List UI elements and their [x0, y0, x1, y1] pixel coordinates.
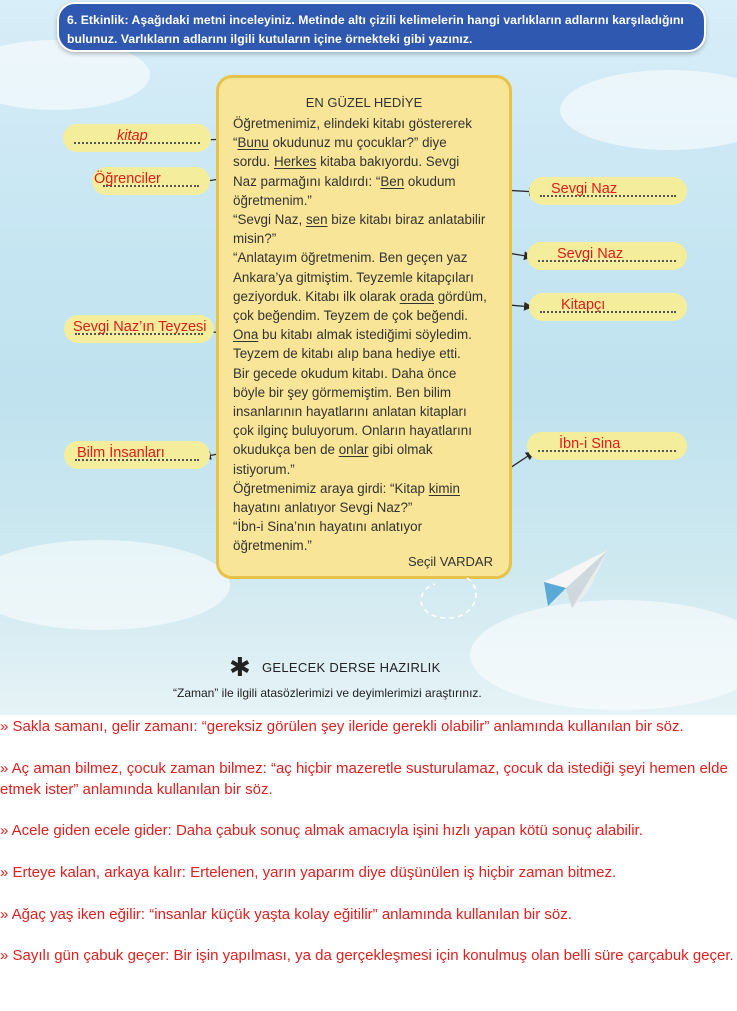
passage-text: Öğretmenimiz, elindeki kitabı göstererek	[233, 116, 472, 131]
passage-text: “Sevgi Naz,	[233, 212, 306, 227]
answer-text: Kitapçı	[561, 297, 606, 313]
passage-text: sordu.	[233, 154, 274, 170]
underlined-word: kimin	[428, 480, 460, 496]
asterisk-icon: ✱	[229, 652, 251, 682]
passage-text: bu kitabı almak istediğimi söyledim.	[258, 327, 472, 343]
underlined-word: Ben	[380, 173, 405, 189]
answer-box-left-1	[63, 124, 211, 152]
passage-text: okudunuz mu çocuklar?” diye	[268, 135, 447, 151]
passage-line	[233, 116, 472, 131]
passage-text: çok ilginç buluyorum. Onların hayatlarını	[233, 423, 472, 439]
passage-text: “	[233, 135, 238, 151]
answer-box-right-2	[527, 242, 687, 270]
passage-line	[233, 154, 459, 169]
passage-line	[233, 327, 472, 342]
answer-item: » Acele giden ecele gider: Daha çabuk sonuç almak amacıyla işini hızlı yapan kötü sonuç alabilir.	[0, 822, 643, 839]
passage-line	[233, 462, 295, 477]
answer-box-right-3	[529, 293, 687, 321]
homework-text: “Zaman” ile ilgili atasözlerimizi ve deyimlerimizi araştırınız.	[173, 686, 482, 700]
passage-line	[233, 193, 312, 208]
answer-box-left-4	[64, 441, 210, 469]
answer-box-left-3	[64, 315, 214, 343]
passage-line	[233, 250, 467, 265]
answer-box-left-2	[92, 167, 210, 195]
passage-text: “Anlatayım öğretmenim. Ben geçen yaz	[233, 250, 468, 266]
answer-box-right-1	[529, 177, 687, 205]
flight-path-decoration	[405, 560, 495, 630]
passage-text: Öğretmenimiz araya girdi: “Kitap	[233, 480, 429, 496]
answer-text: Öğrenciler	[94, 171, 161, 187]
passage-text: Ankara’ya gitmiştim. Teyzemle kitapçıları	[233, 269, 474, 285]
passage-text: Teyzem de kitabı alıp bana hediye etti.	[233, 346, 461, 362]
answer-text: Sevgi Naz	[557, 246, 624, 262]
answer-text: kitap	[117, 128, 148, 144]
passage-text: okudukça ben de	[233, 442, 339, 458]
answer-text: Bilm İnsanları	[77, 445, 165, 461]
passage-text: Naz parmağını kaldırdı: “	[233, 173, 381, 189]
paper-plane-icon	[538, 548, 610, 612]
passage-line	[233, 212, 485, 227]
underlined-word: Herkes	[273, 154, 317, 170]
passage-text: böyle bir şey görmemiştim. Ben bilim	[233, 384, 452, 400]
answer-text: Sevgi Naz	[551, 181, 618, 197]
underlined-word: Ona	[233, 327, 259, 343]
passage-line	[233, 346, 461, 361]
answer-item: » Ağaç yaş iken eğilir: “insanlar küçük yaşta kolay eğitilir” anlamında kullanılan bir söz.	[0, 906, 572, 923]
passage-line	[233, 442, 433, 457]
passage-text: insanlarının hayatlarını anlatan kitapları	[233, 404, 467, 419]
passage-line	[233, 174, 456, 189]
passage-text: çok beğendim. Teyzem de çok beğendi.	[233, 308, 468, 323]
passage-line	[233, 538, 312, 553]
passage-text: hayatını anlatıyor Sevgi Naz?”	[233, 500, 413, 515]
activity-instruction: 6. Etkinlik: Aşağıdaki metni inceleyiniz. Metinde altı çizili kelimelerin hangi varlıkların adlarını karşıladığını bulunuz. Varlıkların adlarını ilgili kutuların içine örnekteki gibi yazınız.	[67, 13, 684, 46]
passage-text: gibi olmak	[368, 442, 433, 458]
passage-text: misin?”	[233, 231, 277, 247]
passage-line	[233, 519, 422, 534]
underlined-word: Bunu	[237, 135, 269, 151]
passage-text: okudum	[404, 173, 456, 189]
underlined-word: orada	[399, 288, 434, 304]
passage-author: Seçil VARDAR	[407, 554, 493, 569]
answer-item: » Sayılı gün çabuk geçer: Bir işin yapılması, ya da gerçekleşmesi için konulmuş olan belli süre çarçabuk geçer.	[0, 947, 734, 964]
passage-text: Bir gecede okudum kitabı. Daha önce	[233, 365, 457, 381]
passage-line	[233, 385, 451, 400]
passage-title: EN GÜZEL HEDİYE	[305, 95, 423, 110]
passage-line	[233, 135, 447, 150]
answer-text: Sevgi Naz’ın Teyzesi	[73, 319, 207, 335]
passage-text: gördüm,	[433, 288, 487, 304]
passage-line	[233, 481, 460, 496]
passage-line	[233, 404, 467, 419]
answer-text: İbn-i Sina	[559, 436, 621, 452]
underlined-word: sen	[305, 212, 328, 227]
passage-line	[233, 231, 276, 246]
passage-text: bize kitabı biraz anlatabilir	[327, 212, 486, 227]
passage-text: kitaba bakıyordu. Sevgi	[316, 154, 460, 170]
passage-line	[233, 270, 474, 285]
passage-line	[233, 500, 412, 515]
answer-item: » Erteye kalan, arkaya kalır: Ertelenen, yarın yaparım diye düşünülen iş hiçbir zaman bitmez.	[0, 864, 617, 881]
answer-item: » Aç aman bilmez, çocuk zaman bilmez: “aç hiçbir mazeretle susturulamaz, çocuk da istediği şeyi hemen elde etmek ister” anlamında kullanılan bir söz.	[0, 760, 728, 798]
answer-box-right-4	[527, 432, 687, 460]
homework-title: GELECEK DERSE HAZIRLIK	[262, 660, 441, 675]
reading-passage	[216, 75, 512, 579]
passage-text: istiyorum.”	[233, 461, 295, 477]
passage-line	[233, 366, 456, 381]
passage-text: “İbn-i Sina’nın hayatını anlatıyor	[233, 519, 423, 535]
passage-text: öğretmenim.”	[233, 538, 312, 554]
passage-line	[233, 289, 487, 304]
passage-text: geziyorduk. Kitabı ilk olarak	[233, 288, 400, 304]
answer-item: » Sakla samanı, gelir zamanı: “gereksiz görülen şey ileride gerekli olabilir” anlamında kullanılan bir söz.	[0, 718, 684, 735]
passage-text: öğretmenim.”	[233, 192, 312, 208]
underlined-word: onlar	[338, 442, 369, 458]
passage-line	[233, 308, 468, 323]
passage-line	[233, 423, 472, 438]
